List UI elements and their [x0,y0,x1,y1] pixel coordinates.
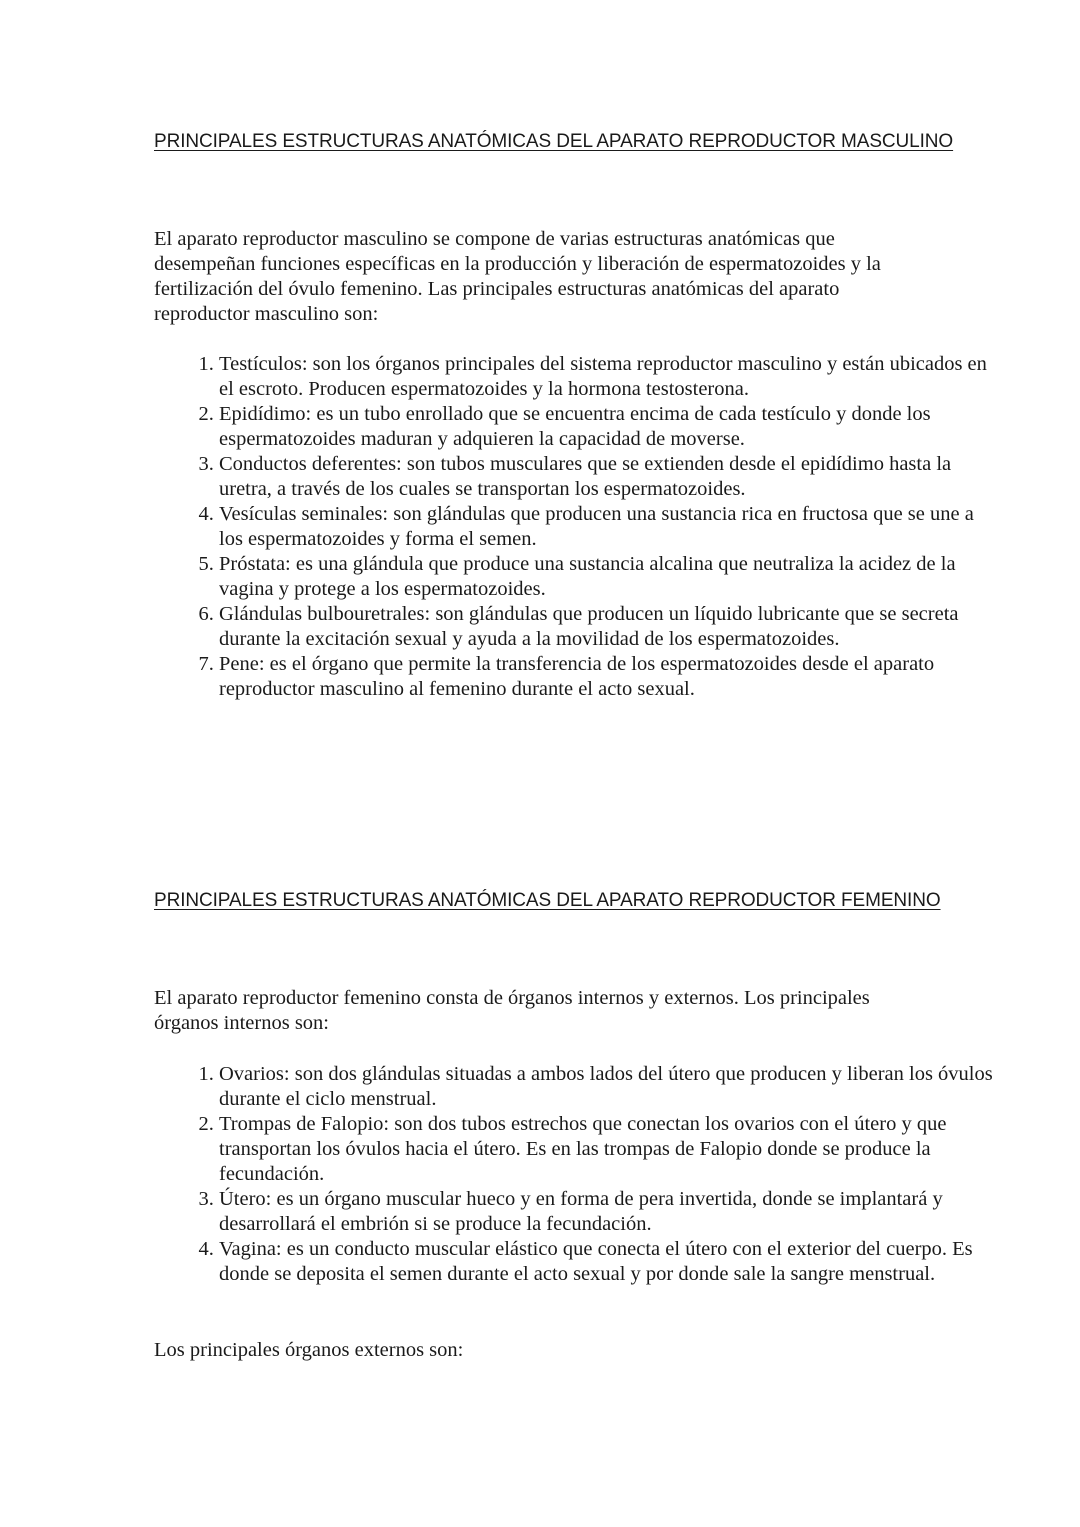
female-internal-organs-list [154,1062,999,1287]
list-item: 6. Glándulas bulbouretrales: son glándulas que producen un líquido lubricante que se secreta durante la excitación sexual y ayuda a la movilidad de los espermatozoides. [219,602,999,652]
list-item: 2. Trompas de Falopio: son dos tubos estrechos que conectan los ovarios con el útero y que transportan los óvulos hacia el útero. Es en las trompas de Falopio donde se produce la fecundación. [219,1112,999,1187]
section-heading-male: PRINCIPALES ESTRUCTURAS ANATÓMICAS DEL APARATO REPRODUCTOR MASCULINO [154,131,954,152]
section-heading-female: PRINCIPALES ESTRUCTURAS ANATÓMICAS DEL APARATO REPRODUCTOR FEMENINO [154,890,941,911]
list-item: 2. Epidídimo: es un tubo enrollado que se encuentra encima de cada testículo y donde los espermatozoides maduran y adquieren la capacidad de moverse. [219,402,999,452]
list-item: 7. Pene: es el órgano que permite la transferencia de los espermatozoides desde el aparato reproductor masculino al femenino durante el acto sexual. [219,652,999,702]
external-organs-intro: Los principales órganos externos son: [154,1339,464,1361]
intro-paragraph-female: El aparato reproductor femenino consta de órganos internos y externos. Los principales órganos internos son: [154,987,870,1034]
list-item: 5. Próstata: es una glándula que produce una sustancia alcalina que neutraliza la acidez de la vagina y protege a los espermatozoides. [219,552,999,602]
list-item: 3. Conductos deferentes: son tubos musculares que se extienden desde el epidídimo hasta la uretra, a través de los cuales se transportan los espermatozoides. [219,452,999,502]
male-structures-list [154,352,999,702]
list-item: 1. Testículos: son los órganos principales del sistema reproductor masculino y están ubicados en el escroto. Producen espermatozoides y la hormona testosterona. [219,352,999,402]
list-item: 4. Vesículas seminales: son glándulas que producen una sustancia rica en fructosa que se une a los espermatozoides y forma el semen. [219,502,999,552]
list-item: 4. Vagina: es un conducto muscular elástico que conecta el útero con el exterior del cuerpo. Es donde se deposita el semen durante el acto sexual y por donde sale la sangre menstrual. [219,1237,999,1287]
list-item: 1. Ovarios: son dos glándulas situadas a ambos lados del útero que producen y liberan los óvulos durante el ciclo menstrual. [219,1062,999,1112]
intro-paragraph-male: El aparato reproductor masculino se compone de varias estructuras anatómicas que desempeñan funciones específicas en la producción y liberación de espermatozoides y la fertilización del óvulo femenino. Las principales estructuras anatómicas del aparato reproductor masculino son: [154,228,881,325]
list-item: 3. Útero: es un órgano muscular hueco y en forma de pera invertida, donde se implantará y desarrollará el embrión si se produce la fecundación. [219,1187,999,1237]
